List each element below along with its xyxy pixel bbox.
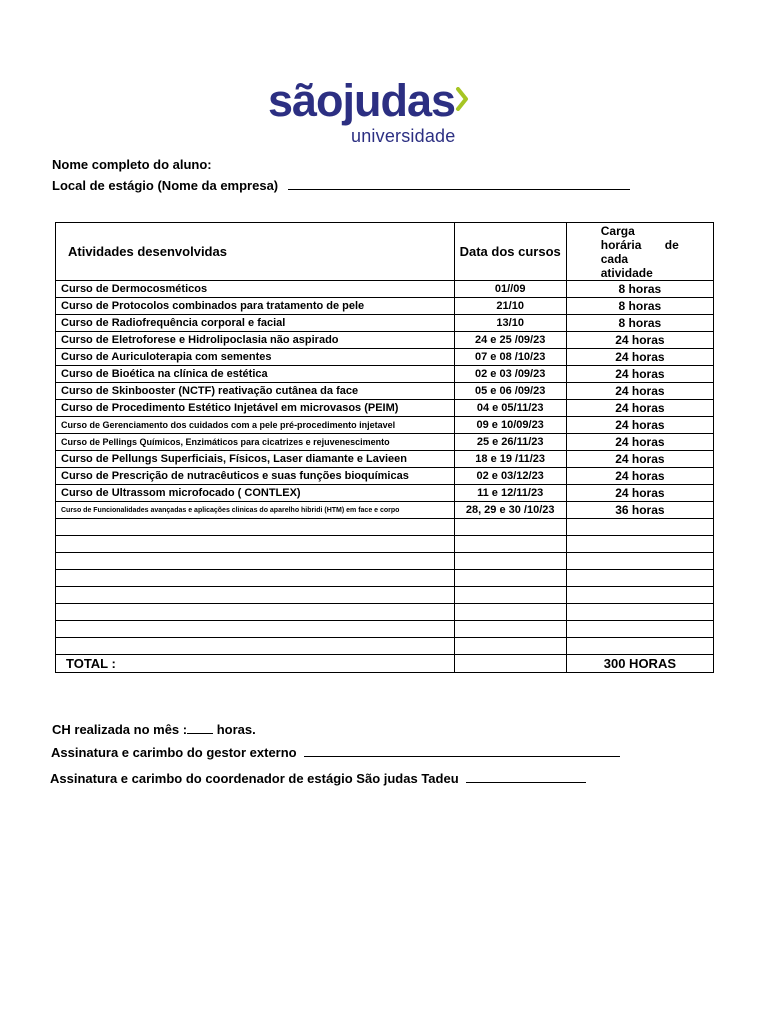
empty-cell[interactable] — [454, 519, 566, 536]
empty-row — [56, 553, 714, 570]
empty-cell[interactable] — [454, 621, 566, 638]
date-cell: 21/10 — [454, 298, 566, 315]
activity-cell: Curso de Eletroforese e Hidrolipoclasia não aspirado — [56, 332, 455, 349]
total-label: TOTAL : — [56, 655, 455, 673]
header-date: Data dos cursos — [454, 223, 566, 281]
activity-cell: Curso de Pellings Químicos, Enzimáticos para cicatrizes e rejuvenescimento — [56, 434, 455, 451]
table-row — [56, 383, 714, 400]
hours-cell: 24 horas — [566, 451, 713, 468]
table-row — [56, 315, 714, 332]
activity-cell: Curso de Prescrição de nutracêuticos e suas funções bioquímicas — [56, 468, 455, 485]
empty-cell[interactable] — [454, 587, 566, 604]
activity-cell: Curso de Ultrassom microfocado ( CONTLEX) — [56, 485, 455, 502]
hours-cell: 24 horas — [566, 383, 713, 400]
hours-cell: 24 horas — [566, 400, 713, 417]
empty-row — [56, 604, 714, 621]
empty-cell[interactable] — [56, 570, 455, 587]
table-row — [56, 332, 714, 349]
empty-cell[interactable] — [56, 519, 455, 536]
activity-cell: Curso de Skinbooster (NCTF) reativação cutânea da face — [56, 383, 455, 400]
workplace-field — [52, 178, 630, 193]
empty-cell[interactable] — [566, 621, 713, 638]
hours-cell: 8 horas — [566, 315, 713, 332]
hours-cell: 36 horas — [566, 502, 713, 519]
date-cell: 01//09 — [454, 281, 566, 298]
date-cell: 25 e 26/11/23 — [454, 434, 566, 451]
empty-row — [56, 570, 714, 587]
empty-row — [56, 621, 714, 638]
activities-table — [55, 222, 714, 673]
activity-cell: Curso de Dermocosméticos — [56, 281, 455, 298]
empty-row — [56, 519, 714, 536]
empty-cell[interactable] — [566, 638, 713, 655]
activity-cell: Curso de Funcionalidades avançadas e aplicações clinicas do aparelho hibridi (HTM) em face e corpo — [56, 502, 455, 519]
empty-cell[interactable] — [454, 553, 566, 570]
university-logo — [268, 75, 478, 152]
empty-cell[interactable] — [566, 587, 713, 604]
table-row — [56, 468, 714, 485]
student-name-label: Nome completo do aluno: — [52, 157, 212, 172]
total-date-cell — [454, 655, 566, 673]
date-cell: 13/10 — [454, 315, 566, 332]
table-header-row — [56, 223, 714, 281]
empty-cell[interactable] — [454, 638, 566, 655]
activity-cell: Curso de Procedimento Estético Injetável em microvasos (PEIM) — [56, 400, 455, 417]
header-activities: Atividades desenvolvidas — [56, 223, 455, 281]
external-manager-signature: Assinatura e carimbo do gestor externo — [51, 745, 620, 760]
hours-cell: 24 horas — [566, 366, 713, 383]
empty-cell[interactable] — [56, 604, 455, 621]
total-row — [56, 655, 714, 673]
table-row — [56, 366, 714, 383]
monthly-hours-blank — [187, 723, 213, 734]
date-cell: 18 e 19 /11/23 — [454, 451, 566, 468]
date-cell: 04 e 05/11/23 — [454, 400, 566, 417]
empty-row — [56, 536, 714, 553]
hours-cell: 24 horas — [566, 434, 713, 451]
hours-cell: 8 horas — [566, 281, 713, 298]
activity-cell: Curso de Bioética na clínica de estética — [56, 366, 455, 383]
empty-cell[interactable] — [566, 553, 713, 570]
chevron-right-icon — [455, 87, 469, 111]
activity-cell: Curso de Pellungs Superficiais, Físicos, Laser diamante e Lavieen — [56, 451, 455, 468]
table-row — [56, 451, 714, 468]
empty-cell[interactable] — [566, 604, 713, 621]
table-row — [56, 485, 714, 502]
empty-cell[interactable] — [566, 519, 713, 536]
empty-row — [56, 587, 714, 604]
empty-cell[interactable] — [454, 604, 566, 621]
logo-wordmark: sãojudas — [268, 75, 456, 126]
empty-cell[interactable] — [454, 570, 566, 587]
empty-cell[interactable] — [56, 553, 455, 570]
empty-cell[interactable] — [566, 570, 713, 587]
date-cell: 24 e 25 /09/23 — [454, 332, 566, 349]
hours-cell: 8 horas — [566, 298, 713, 315]
coordinator-signature: Assinatura e carimbo do coordenador de estágio São judas Tadeu — [50, 771, 586, 786]
activity-cell: Curso de Protocolos combinados para tratamento de pele — [56, 298, 455, 315]
empty-cell[interactable] — [56, 638, 455, 655]
workplace-blank-line — [288, 179, 630, 190]
empty-cell[interactable] — [56, 621, 455, 638]
table-row — [56, 502, 714, 519]
empty-cell[interactable] — [566, 536, 713, 553]
table-row — [56, 349, 714, 366]
date-cell: 02 e 03 /09/23 — [454, 366, 566, 383]
logo-subtitle: universidade — [351, 126, 456, 146]
empty-row — [56, 638, 714, 655]
date-cell: 09 e 10/09/23 — [454, 417, 566, 434]
activity-cell: Curso de Auriculoterapia com sementes — [56, 349, 455, 366]
activity-cell: Curso de Gerenciamento dos cuidados com a pele pré-procedimento injetavel — [56, 417, 455, 434]
table-row — [56, 434, 714, 451]
empty-cell[interactable] — [454, 536, 566, 553]
date-cell: 28, 29 e 30 /10/23 — [454, 502, 566, 519]
hours-cell: 24 horas — [566, 349, 713, 366]
hours-cell: 24 horas — [566, 332, 713, 349]
date-cell: 02 e 03/12/23 — [454, 468, 566, 485]
date-cell: 05 e 06 /09/23 — [454, 383, 566, 400]
gestor-signature-line — [304, 746, 620, 757]
activity-cell: Curso de Radiofrequência corporal e facial — [56, 315, 455, 332]
table-row — [56, 417, 714, 434]
header-hours: Carga horária de cada atividade — [566, 223, 713, 281]
date-cell: 07 e 08 /10/23 — [454, 349, 566, 366]
workplace-label: Local de estágio (Nome da empresa) — [52, 178, 279, 193]
empty-cell[interactable] — [56, 587, 455, 604]
hours-cell: 24 horas — [566, 468, 713, 485]
date-cell: 11 e 12/11/23 — [454, 485, 566, 502]
hours-cell: 24 horas — [566, 485, 713, 502]
coordinator-signature-line — [466, 772, 586, 783]
table-row — [56, 298, 714, 315]
table-row — [56, 400, 714, 417]
hours-cell: 24 horas — [566, 417, 713, 434]
empty-cell[interactable] — [56, 536, 455, 553]
table-row — [56, 281, 714, 298]
total-hours: 300 HORAS — [566, 655, 713, 673]
monthly-hours-line: CH realizada no mês : horas. — [52, 722, 256, 737]
